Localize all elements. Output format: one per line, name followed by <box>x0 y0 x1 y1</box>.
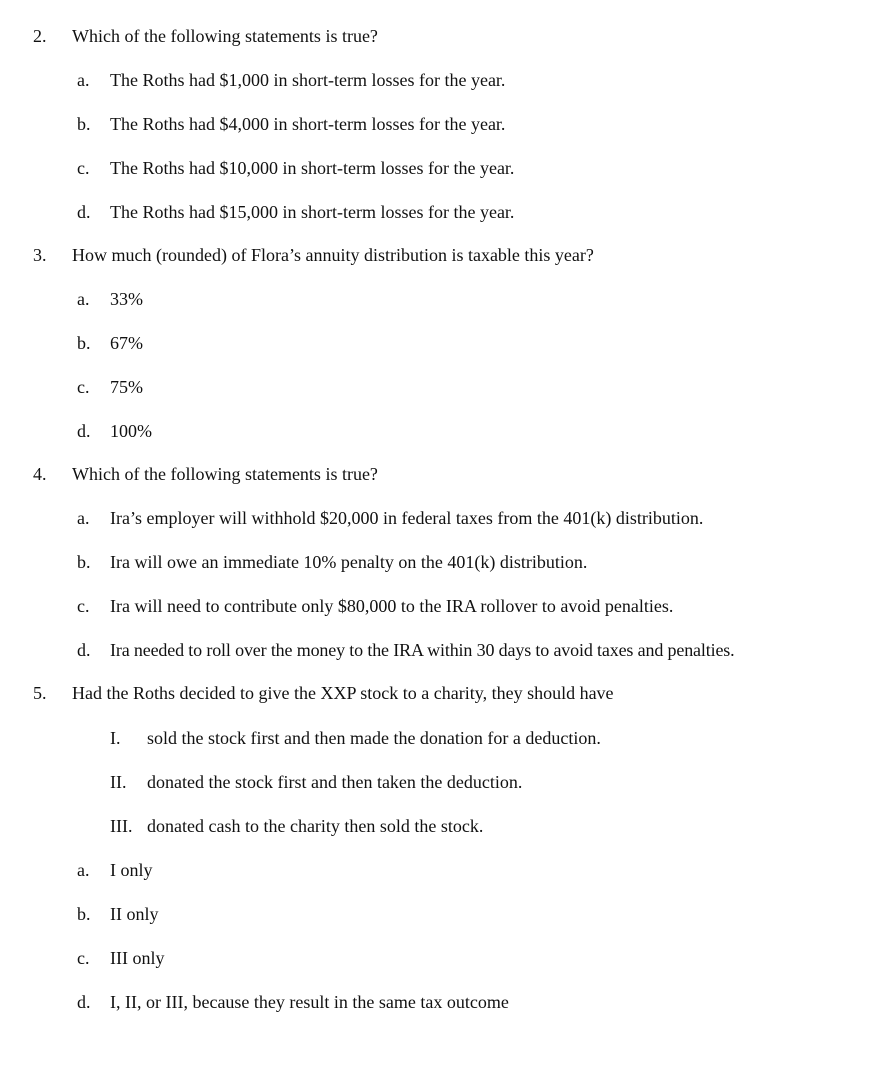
option-letter: c. <box>77 948 90 968</box>
roman-numeral: III. <box>110 816 133 836</box>
option-letter: d. <box>77 202 91 222</box>
option-letter: d. <box>77 992 91 1012</box>
question-number: 4. <box>33 464 47 484</box>
option-letter: c. <box>77 596 90 616</box>
option-text: 33% <box>110 289 143 309</box>
option-letter: b. <box>77 904 91 924</box>
option-letter: a. <box>77 508 90 528</box>
option-letter: a. <box>77 860 90 880</box>
option-text: The Roths had $1,000 in short-term losses for the year. <box>110 70 506 90</box>
option-text: Ira will owe an immediate 10% penalty on the 401(k) distribution. <box>110 552 588 572</box>
question-text: Had the Roths decided to give the XXP stock to a charity, they should have <box>72 683 614 703</box>
question-text: Which of the following statements is true? <box>72 464 378 484</box>
option-text: Ira’s employer will withhold $20,000 in federal taxes from the 401(k) distribution. <box>110 508 704 528</box>
option-letter: b. <box>77 552 91 572</box>
question-number: 3. <box>33 245 47 265</box>
option-text: The Roths had $10,000 in short-term losses for the year. <box>110 158 515 178</box>
option-letter: d. <box>77 640 91 660</box>
option-letter: d. <box>77 421 91 441</box>
option-text: III only <box>110 948 165 968</box>
option-text: Ira needed to roll over the money to the IRA within 30 days to avoid taxes and penalties. <box>110 640 735 660</box>
roman-item-text: donated cash to the charity then sold the stock. <box>147 816 484 836</box>
option-text: The Roths had $15,000 in short-term losses for the year. <box>110 202 515 222</box>
option-text: II only <box>110 904 159 924</box>
question-text: How much (rounded) of Flora’s annuity distribution is taxable this year? <box>72 245 594 265</box>
roman-item-text: sold the stock first and then made the donation for a deduction. <box>147 728 601 748</box>
option-text: I only <box>110 860 153 880</box>
roman-item-text: donated the stock first and then taken the deduction. <box>147 772 523 792</box>
option-text: 75% <box>110 377 143 397</box>
question-text: Which of the following statements is true? <box>72 26 378 46</box>
option-text: Ira will need to contribute only $80,000 to the IRA rollover to avoid penalties. <box>110 596 674 616</box>
option-text: The Roths had $4,000 in short-term losses for the year. <box>110 114 506 134</box>
option-text: 67% <box>110 333 143 353</box>
option-letter: a. <box>77 289 90 309</box>
roman-numeral: I. <box>110 728 121 748</box>
question-number: 5. <box>33 683 47 703</box>
option-letter: b. <box>77 333 91 353</box>
roman-numeral: II. <box>110 772 127 792</box>
option-text: I, II, or III, because they result in the same tax outcome <box>110 992 509 1012</box>
question-number: 2. <box>33 26 47 46</box>
option-letter: c. <box>77 158 90 178</box>
option-letter: a. <box>77 70 90 90</box>
option-letter: b. <box>77 114 91 134</box>
option-text: 100% <box>110 421 152 441</box>
option-letter: c. <box>77 377 90 397</box>
